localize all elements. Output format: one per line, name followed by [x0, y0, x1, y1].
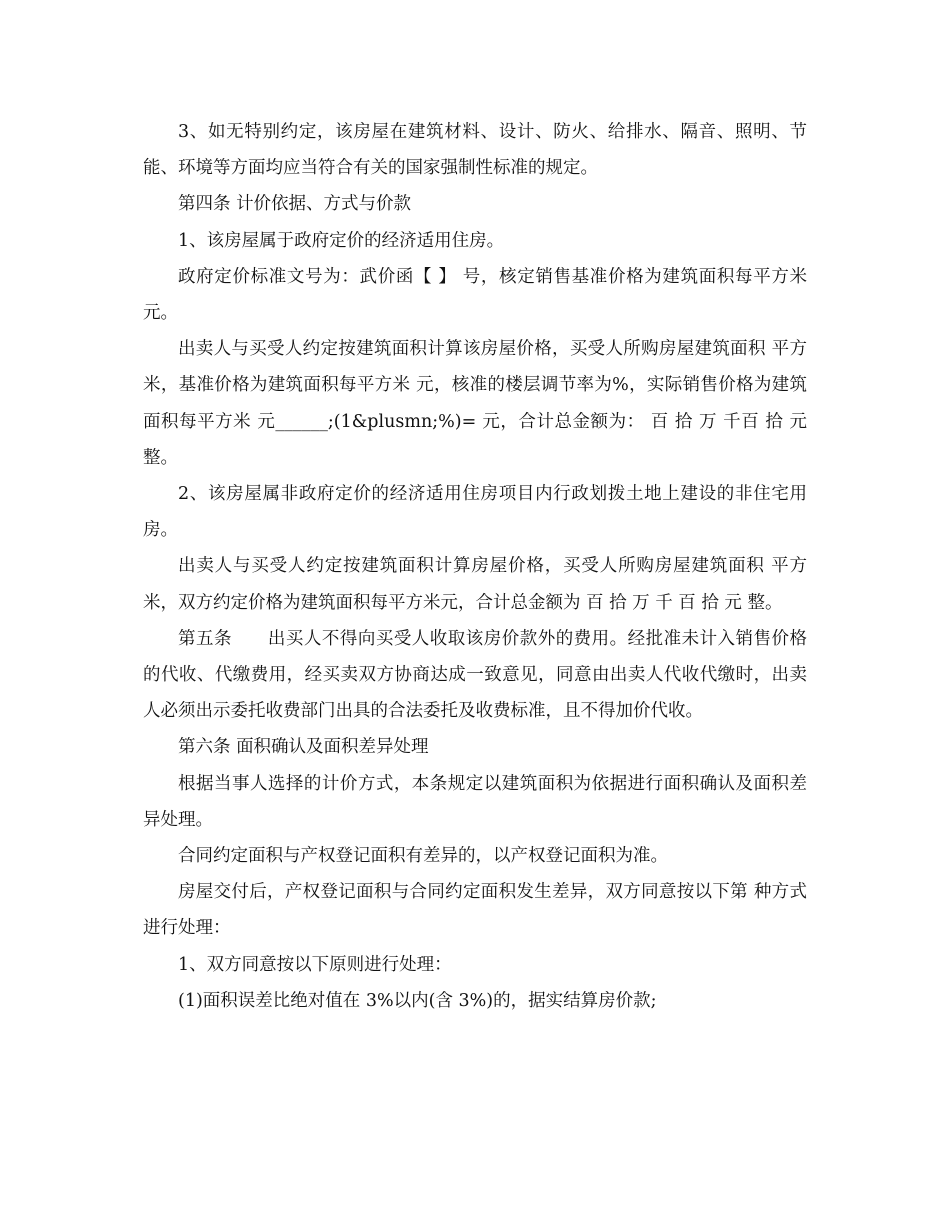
document-body [143, 114, 813, 1019]
paragraph-article-5-fees: 第五条 出买人不得向买受人收取该房价款外的费用。经批准未计入销售价格的代收、代缴费用，经买卖双方协商达成一致意见，同意由出卖人代收代缴时，出卖人必须出示委托收费部门出具的合法委托及收费标准，且不得加价代收。 [143, 628, 807, 722]
heading-article-4: 第四条 计价依据、方式与价款 [178, 194, 412, 215]
paragraph-area-difference-method: 房屋交付后，产权登记面积与合同约定面积发生差异，双方同意按以下第 种方式进行处理： [143, 882, 807, 939]
paragraph-agreed-price: 出卖人与买受人约定按建筑面积计算房屋价格，买受人所购房屋建筑面积 平方米，双方约定价格为建筑面积每平方米元，合计总金额为 百 拾 万 千 百 拾 元 整。 [143, 556, 807, 613]
paragraph-item-1-government-pricing: 1、该房屋属于政府定价的经济适用住房。 [178, 230, 505, 251]
paragraph-principle-1-sub-1: (1)面积误差比绝对值在 3%以内(含 3%)的，据实结算房价款; [178, 990, 657, 1011]
paragraph-pricing-document-number: 政府定价标准文号为：武价函【 】 号，核定销售基准价格为建筑面积每平方米 元。 [143, 266, 813, 324]
paragraph-item-2-non-residential: 2、该房屋属非政府定价的经济适用住房项目内行政划拨土地上建设的非住宅用房。 [143, 484, 807, 541]
paragraph-area-basis: 根据当事人选择的计价方式，本条规定以建筑面积为依据进行面积确认及面积差异处理。 [143, 773, 807, 830]
paragraph-area-registration: 合同约定面积与产权登记面积有差异的，以产权登记面积为准。 [178, 846, 668, 867]
heading-article-6: 第六条 面积确认及面积差异处理 [178, 737, 429, 758]
paragraph-price-calculation: 出卖人与买受人约定按建筑面积计算该房屋价格，买受人所购房屋建筑面积 平方米，基准价格为建筑面积每平方米 元，核准的楼层调节率为%，实际销售价格为建筑面积每平方米 元______;(1&plusmn;%)= 元，合计总金额为： 百 拾 万 千百 拾 元整。 [143, 339, 807, 468]
paragraph-clause-3-standards: 3、如无特别约定，该房屋在建筑材料、设计、防火、给排水、隔音、照明、节能、环境等方面均应当符合有关的国家强制性标准的规定。 [143, 122, 807, 179]
paragraph-principle-1: 1、双方同意按以下原则进行处理： [178, 954, 452, 975]
